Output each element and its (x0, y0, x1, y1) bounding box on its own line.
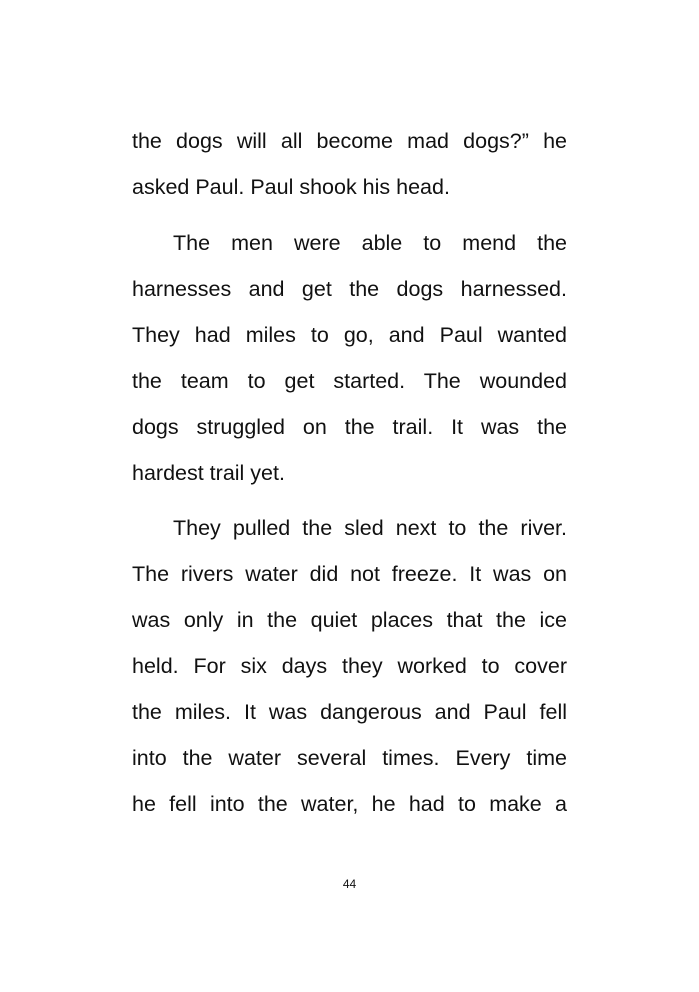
text-line: the miles. It was dangerous and Paul fell (132, 700, 567, 724)
text-line: asked Paul. Paul shook his head. (132, 175, 450, 199)
text-line: dogs struggled on the trail. It was the (132, 415, 567, 439)
text-line: harnesses and get the dogs harnessed. (132, 277, 567, 301)
text-line: the team to get started. The wounded (132, 369, 567, 393)
page-number: 44 (342, 877, 357, 891)
text-line: They pulled the sled next to the river. (173, 516, 567, 540)
text-line: They had miles to go, and Paul wanted (132, 323, 567, 347)
text-line: into the water several times. Every time (132, 746, 567, 770)
text-line: was only in the quiet places that the ice (132, 608, 567, 632)
text-line: The rivers water did not freeze. It was on (132, 562, 567, 586)
text-line: The men were able to mend the (173, 231, 567, 255)
text-line: the dogs will all become mad dogs?” he (132, 129, 567, 153)
text-line: held. For six days they worked to cover (132, 654, 567, 678)
text-line: hardest trail yet. (132, 461, 285, 485)
text-line: he fell into the water, he had to make a (132, 792, 567, 816)
